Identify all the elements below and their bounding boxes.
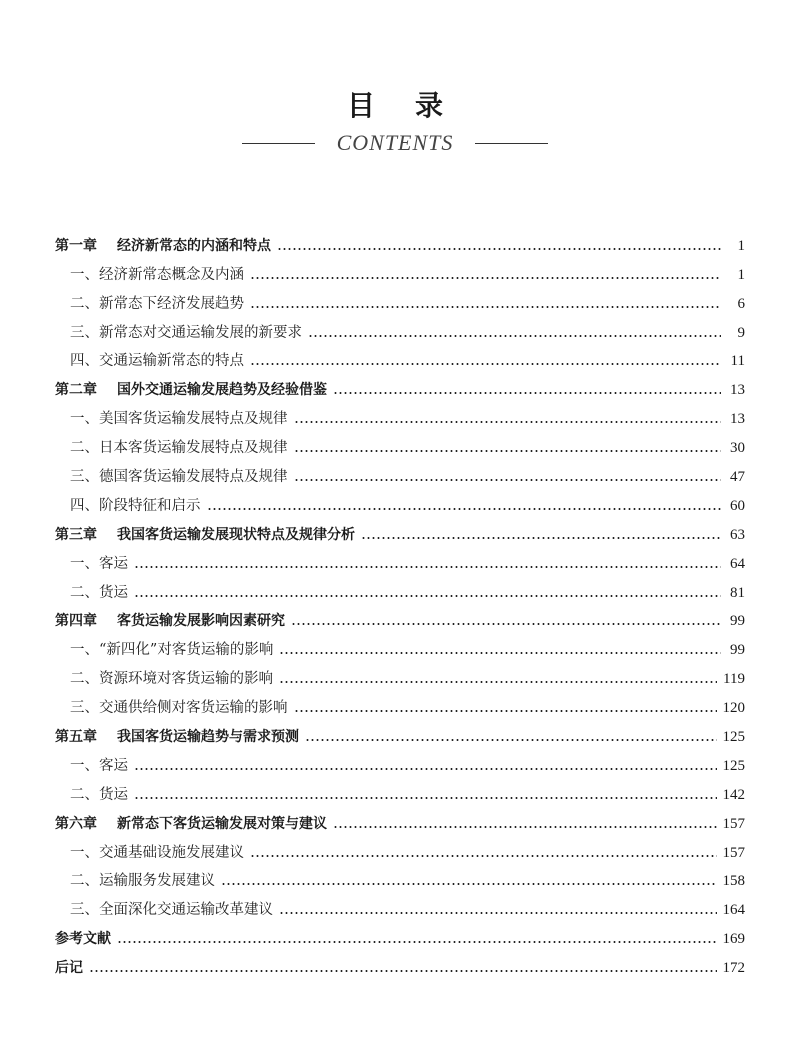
dot-leader: [308, 334, 721, 338]
entry-label: [70, 871, 215, 891]
entry-title: 二、日本客货运输发展特点及规律: [70, 440, 288, 457]
entry-label: [55, 380, 327, 400]
entry-title: 二、资源环境对客货运输的影响: [70, 671, 273, 688]
dot-leader: [333, 391, 721, 395]
subtitle-text: CONTENTS: [336, 130, 454, 155]
page-number: 47: [730, 469, 745, 486]
toc-section-entry[interactable]: [55, 863, 745, 892]
entry-title: 客货运输发展影响因素研究: [117, 613, 285, 630]
entry-title: 国外交通运输发展趋势及经验借鉴: [117, 382, 327, 399]
entry-label: [70, 900, 273, 920]
page-number: 172: [722, 960, 745, 977]
toc-section-entry[interactable]: [55, 574, 745, 603]
entry-label: [70, 265, 244, 285]
page-number: 64: [730, 555, 745, 572]
entry-label: [55, 611, 285, 631]
dot-leader: [279, 680, 717, 684]
chapter-number: 第五章: [55, 729, 97, 746]
dot-leader: [134, 594, 721, 598]
chapter-number: 第六章: [55, 815, 97, 832]
page-title: 目录: [346, 89, 483, 122]
entry-label: [70, 409, 288, 429]
entry-label: [70, 438, 288, 458]
entry-label: [70, 640, 273, 660]
toc-section-entry[interactable]: [55, 891, 745, 920]
entry-title: 经济新常态的内涵和特点: [117, 237, 271, 254]
page-number: 157: [722, 815, 745, 832]
entry-title: 一、“新四化”对客货运输的影响: [70, 642, 274, 659]
page-number: 63: [730, 526, 745, 543]
entry-title: 一、交通基础设施发展建议: [70, 844, 244, 861]
entry-title: 我国客货运输发展现状特点及规律分析: [117, 526, 355, 543]
entry-title: 一、客运: [70, 757, 128, 774]
dot-leader: [207, 507, 722, 511]
entry-title: 后记: [55, 960, 83, 977]
entry-label: [70, 496, 201, 516]
page-number: 169: [722, 931, 745, 948]
entry-label: [70, 554, 128, 574]
page-number: 13: [730, 411, 745, 428]
entry-label: [70, 756, 128, 776]
toc-section-entry[interactable]: [55, 256, 745, 285]
page-number: 164: [722, 902, 745, 919]
page-number: 99: [730, 642, 745, 659]
toc-section-entry[interactable]: [55, 660, 745, 689]
toc-section-entry[interactable]: [55, 429, 745, 458]
toc-chapter-entry[interactable]: [55, 516, 745, 545]
entry-title: 新常态下客货运输发展对策与建议: [117, 815, 327, 832]
dot-leader: [134, 796, 717, 800]
chapter-number: 第二章: [55, 382, 97, 399]
dot-leader: [333, 825, 717, 829]
entry-title: 二、货运: [70, 786, 128, 803]
entry-title: 一、美国客货运输发展特点及规律: [70, 411, 288, 428]
toc-section-entry[interactable]: [55, 689, 745, 718]
entry-label: [70, 583, 128, 603]
toc-section-entry[interactable]: [55, 631, 745, 660]
dot-leader: [117, 940, 717, 944]
page-number: 1: [737, 237, 745, 254]
entry-label: [55, 814, 327, 834]
entry-label: [70, 294, 244, 314]
entry-title: 一、经济新常态概念及内涵: [70, 266, 244, 283]
page-number: 30: [730, 440, 745, 457]
toc-section-entry[interactable]: [55, 834, 745, 863]
entry-label: [55, 236, 271, 256]
entry-label: [70, 351, 244, 371]
entry-title: 四、交通运输新常态的特点: [70, 353, 244, 370]
entry-label: [70, 843, 244, 863]
entry-title: 三、全面深化交通运输改革建议: [70, 902, 273, 919]
page-number: 157: [722, 844, 745, 861]
dot-leader: [294, 709, 717, 713]
dot-leader: [221, 882, 717, 886]
toc-chapter-entry[interactable]: [55, 920, 745, 949]
entry-label: [55, 958, 83, 978]
entry-title: 参考文献: [55, 931, 111, 948]
entry-title: 我国客货运输趋势与需求预测: [117, 729, 299, 746]
page-number: 6: [737, 295, 745, 312]
entry-title: 二、新常态下经济发展趋势: [70, 295, 244, 312]
toc-chapter-entry[interactable]: [55, 603, 745, 632]
chapter-number: 第一章: [55, 237, 97, 254]
toc-chapter-entry[interactable]: [55, 371, 745, 400]
dot-leader: [294, 478, 722, 482]
dot-leader: [250, 276, 721, 280]
dot-leader: [89, 969, 717, 973]
toc-section-entry[interactable]: [55, 747, 745, 776]
toc-section-entry[interactable]: [55, 400, 745, 429]
toc-section-entry[interactable]: [55, 285, 745, 314]
toc-chapter-entry[interactable]: [55, 718, 745, 747]
entry-title: 四、阶段特征和启示: [70, 497, 201, 514]
dot-leader: [134, 565, 721, 569]
page-number: 13: [730, 382, 745, 399]
entry-label: [55, 727, 299, 747]
dot-leader: [361, 536, 721, 540]
page-number: 11: [730, 353, 745, 370]
dot-leader: [134, 767, 717, 771]
entry-label: [55, 929, 111, 949]
entry-label: [70, 669, 273, 689]
dot-leader: [250, 854, 717, 858]
page-number: 125: [722, 757, 745, 774]
table-of-contents: [55, 227, 745, 978]
toc-section-entry[interactable]: [55, 343, 745, 372]
toc-section-entry[interactable]: [55, 545, 745, 574]
entry-title: 二、货运: [70, 584, 128, 601]
entry-label: [70, 698, 288, 718]
toc-chapter-entry[interactable]: [55, 227, 745, 256]
divider-right: [475, 143, 548, 144]
toc-section-entry[interactable]: [55, 487, 745, 516]
toc-section-entry[interactable]: [55, 314, 745, 343]
dot-leader: [250, 305, 721, 309]
entry-title: 三、交通供给侧对客货运输的影响: [70, 700, 288, 717]
divider-left: [242, 143, 315, 144]
toc-section-entry[interactable]: [55, 458, 745, 487]
page-number: 125: [722, 729, 745, 746]
dot-leader: [279, 651, 721, 655]
dot-leader: [277, 247, 721, 251]
entry-label: [70, 467, 288, 487]
page-number: 120: [722, 700, 745, 717]
page-number: 158: [722, 873, 745, 890]
dot-leader: [279, 911, 717, 915]
toc-chapter-entry[interactable]: [55, 949, 745, 978]
subtitle: [0, 130, 790, 156]
page-number: 81: [730, 584, 745, 601]
dot-leader: [305, 738, 717, 742]
page-number: 9: [737, 324, 745, 341]
entry-title: 一、客运: [70, 555, 128, 572]
entry-title: 三、德国客货运输发展特点及规律: [70, 469, 288, 486]
chapter-number: 第四章: [55, 613, 97, 630]
page-number: 119: [723, 671, 745, 688]
dot-leader: [250, 362, 721, 366]
entry-title: 二、运输服务发展建议: [70, 873, 215, 890]
page-number: 1: [737, 266, 745, 283]
dot-leader: [291, 622, 721, 626]
toc-section-entry[interactable]: [55, 776, 745, 805]
entry-label: [55, 525, 355, 545]
page-number: 60: [730, 497, 745, 514]
dot-leader: [294, 449, 722, 453]
page-number: 142: [722, 786, 745, 803]
entry-label: [70, 323, 302, 343]
page-number: 99: [730, 613, 745, 630]
dot-leader: [294, 420, 722, 424]
entry-title: 三、新常态对交通运输发展的新要求: [70, 324, 302, 341]
toc-chapter-entry[interactable]: [55, 805, 745, 834]
entry-label: [70, 785, 128, 805]
chapter-number: 第三章: [55, 526, 97, 543]
